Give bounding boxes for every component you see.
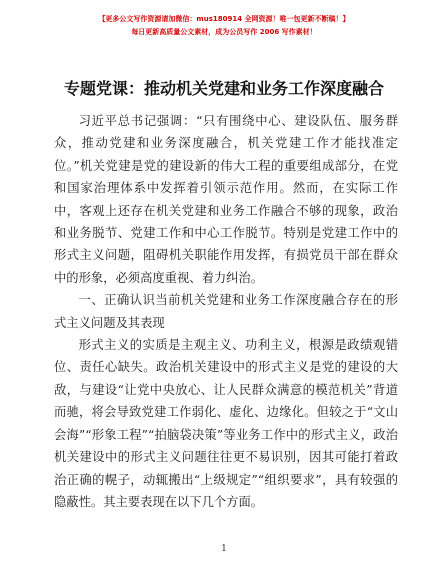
document-body: [54, 110, 398, 513]
document-title: 专题党课：推动机关党建和业务工作深度融合: [63, 79, 384, 98]
section-heading: 一、正确认识当前机关党建和业务工作深度融合存在的形式主义问题及其表现: [54, 293, 398, 330]
promo-banner-line-1: 【更多公文写作资源请加微信：mus180914 全网资源！唯一包更新不断稿！】: [98, 15, 350, 23]
intro-paragraph: 习近平总书记强调：“只有围绕中心、建设队伍、服务群众，推动党建和业务深度融合，机关党建工作才能找准定位。”机关党建是党的建设新的伟大工程的重要组成部分，在党和国家治理体系中发挥着引领示范作用。然而，在实际工作中，客观上还存在机关党建和业务工作融合不够的现象，政治和业务脱节、党建工作和中心工作脱节。特别是党建工作中的形式主义问题，阻碍机关职能作用发挥，有损党员干部在群众中的形象，必须高度重视、着力纠治。: [54, 114, 398, 285]
promo-banner-line-2: 每日更新高质量公文素材，成为公员写作 2006 写作素材！: [131, 28, 317, 36]
section-paragraph: 形式主义的实质是主观主义、功利主义，根源是政绩观错位、责任心缺失。政治机关建设中的形式主义是党的建设的大敌，与建设“让党中央放心、让人民群众满意的模范机关”背道而驰，将会导致党建工作弱化、虚化、边缘化。但较之于“文山会海”“形象工程”“拍脑袋决策”等业务工作中的形式主义，政治机关建设中的形式主义问题往往更不易识别，因其可能打着政治正确的幌子，动辄搬出“上级规定”“组织要求”，具有较强的隐蔽性。其主要表现在以下几个方面。: [54, 338, 398, 509]
promo-banner: [0, 13, 448, 39]
page-number: 1: [221, 544, 227, 554]
